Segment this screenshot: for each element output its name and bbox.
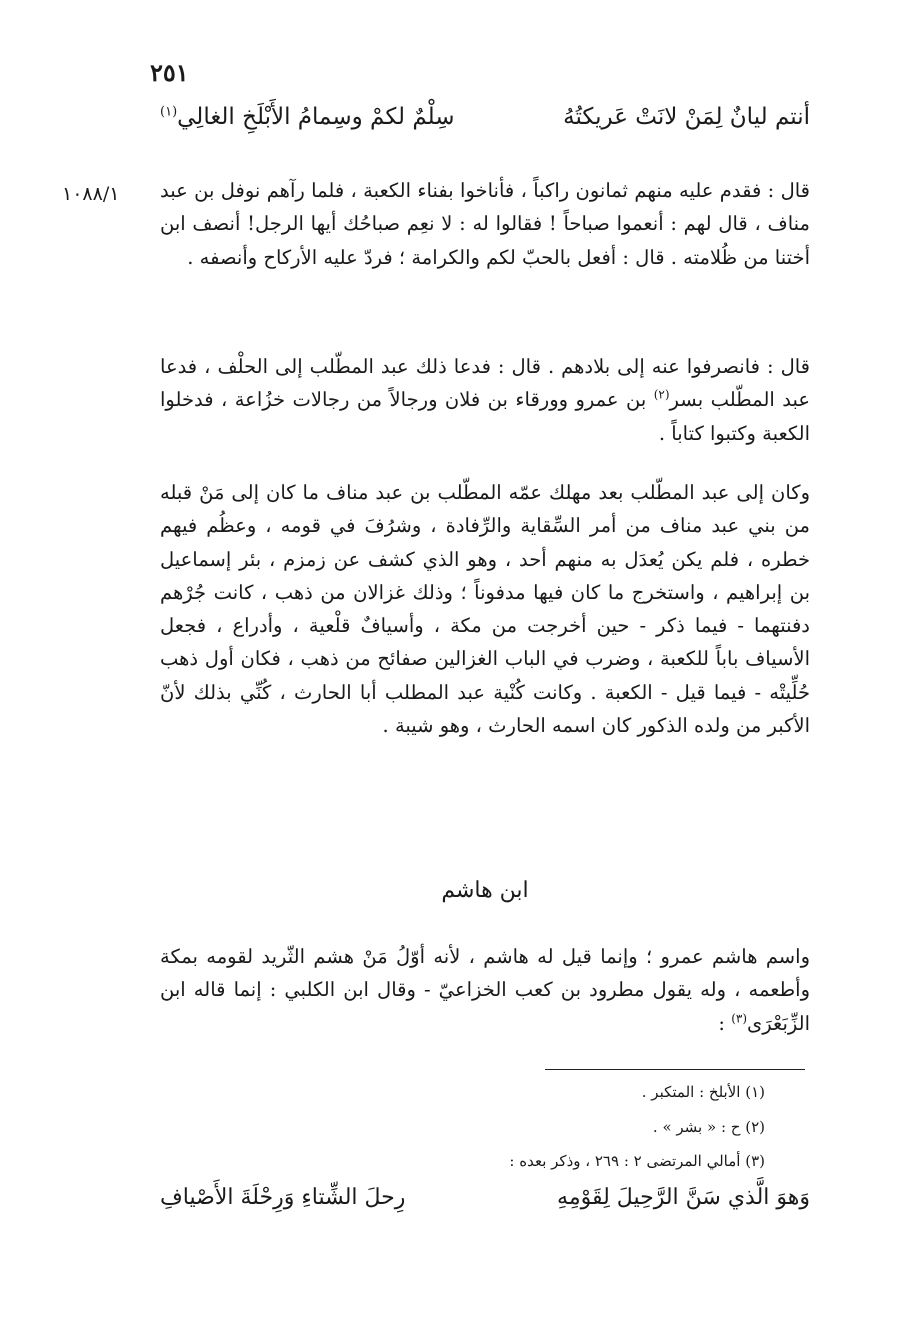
verse-line-top (160, 104, 810, 130)
footnote-marker: (١) (160, 104, 178, 120)
body-paragraph: وكان إلى عبد المطّلب بعد مهلك عمّه المطّلب بن عبد مناف ما كان إلى مَنْ قبله من بني عبد مناف من أمر السِّقاية والرِّفادة ، وشرُفَ في قومه ، وعظُم فيهم خطره ، فلم يكن يُعدَل به منهم أحد ، وهو الذي كشف عن زمزم ، بئر إسماعيل بن إبراهيم ، واستخرج ما كان فيها مدفوناً ؛ وذلك غزالان من ذهب ، كانت جُرْهم دفنتهما - فيما ذكر - حين أخرجت من مكة ، وأسيافٌ قلْعية ، وأدراع ، فجعل الأسياف باباً للكعبة ، وضرب في الباب الغزالين صفائح من ذهب ، فكان أول ذهب حُلِّيتْه - فيما قيل - الكعبة . وكانت كُنْية عبد المطلب أبا الحارث ، كُنِّي بذلك لأنّ الأكبر من ولده الذكور كان اسمه الحارث ، وهو شيبة . (160, 481, 810, 738)
section-heading: ابن هاشم (441, 878, 529, 903)
footnote-marker: (٢) (653, 387, 670, 402)
footnote-3: (٣) أمالي المرتضى ٢ : ٢٦٩ ، وذكر بعده : (509, 1152, 765, 1170)
footnote-2: (٢) ح : « بشر » . (652, 1118, 765, 1136)
body-paragraph: قال : فقدم عليه منهم ثمانون راكباً ، فأناخوا بفناء الكعبة ، فلما رآهم نوفل بن عبد مناف ، قال لهم : أنعموا صباحاً ! فقالوا له : لا نعِم صباحُك أيها الرجل! أنصف ابن أختنا من ظُلامته . قال : أفعل بالحبّ لكم والكرامة ؛ فردّ عليه الأركاح وأنصفه . (160, 179, 810, 269)
verse-hemistich-left: رِحلَ الشِّتاءِ وَرِحْلَةَ الأَصْيافِ (160, 1185, 406, 1210)
margin-reference: ١٠٨٨/١ (62, 183, 120, 205)
page-number: ٢٥١ (150, 58, 189, 87)
footnote-divider (545, 1069, 805, 1070)
verse-line-footnote (160, 1185, 810, 1210)
verse-hemistich-right: وَهوَ الَّذي سَنَّ الرَّحِيلَ لِقَوْمِهِ (557, 1185, 810, 1210)
body-paragraph-hashim: واسم هاشم عمرو ؛ وإنما قيل له هاشم ، لأنه أوّلُ مَنْ هشم الثّريد لقومه بمكة وأطعمه ، وله يقول مطرود بن كعب الخزاعيّ - وقال ابن الكلبي : إنما قاله ابن الزِّبَعْرَى$^{(٣)}$ : (160, 945, 810, 1035)
verse-hemistich-right: أنتم ليانٌ لِمَنْ لانَتْ عَريكتُهُ (563, 104, 810, 130)
verse-hemistich-left: سِلْمٌ لكمْ وسِمامُ الأَبْلَخِ الغالِي$^{(١)}$ (160, 104, 455, 130)
footnote-1: (١) الأبلخ : المتكبر . (641, 1083, 765, 1101)
footnote-marker: (٣) (731, 1011, 748, 1026)
body-paragraph: قال : فانصرفوا عنه إلى بلادهم . قال : فدعا ذلك عبد المطّلب إلى الحلْف ، فدعا عبد المطّلب بسر$^{(٢)}$ بن عمرو وورقاء بن فلان ورجالاً من رجالات خزُاعة ، فدخلوا الكعبة وكتبوا كتاباً . (160, 355, 810, 445)
